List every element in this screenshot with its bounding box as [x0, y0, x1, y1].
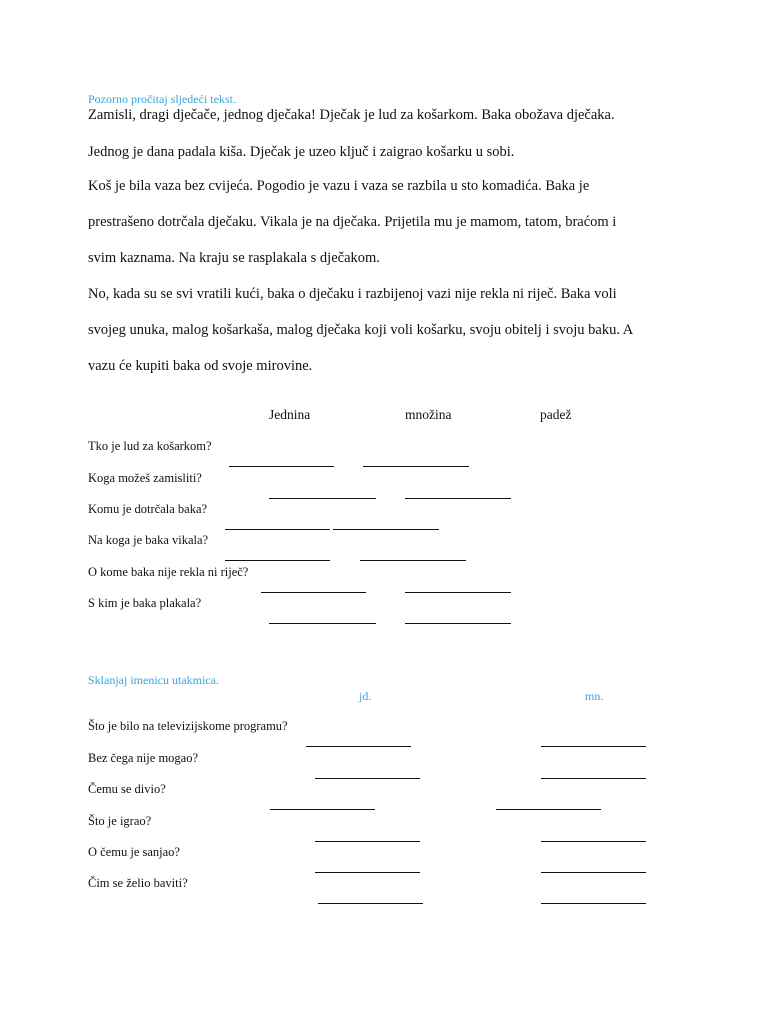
answer-blank-singular[interactable]	[269, 611, 376, 629]
question-row: Koga možeš zamisliti?	[88, 471, 202, 485]
answer-blank-plural[interactable]	[405, 611, 511, 629]
story-line-2: Jednog je dana padala kiša. Dječak je uzeo ključ i zaigrao košarku u sobi.	[88, 144, 515, 160]
question-row: Bez čega nije mogao?	[88, 751, 199, 765]
column-header-mnozina: množina	[405, 407, 452, 422]
column-header-padez: padež	[540, 407, 572, 422]
answer-blank-singular[interactable]	[315, 829, 420, 847]
answer-blank-plural[interactable]	[541, 829, 646, 847]
declension-instruction: Sklanjaj imenicu utakmica.	[88, 673, 219, 687]
answer-blank-plural[interactable]	[541, 734, 646, 752]
answer-blank-plural[interactable]	[405, 486, 511, 504]
answer-blank-plural[interactable]	[541, 860, 646, 878]
answer-blank-plural[interactable]	[541, 766, 646, 784]
answer-blank-singular[interactable]	[315, 766, 420, 784]
story-line-8: vazu će kupiti baka od svoje mirovine.	[88, 358, 313, 374]
question-row: S kim je baka plakala?	[88, 596, 202, 610]
question-row: Čim se želio baviti?	[88, 876, 188, 890]
answer-blank-singular[interactable]	[318, 891, 423, 909]
story-line-1: Zamisli, dragi dječače, jednog dječaka! Dječak je lud za košarkom. Baka obožava dječaka.	[88, 107, 615, 123]
answer-blank-plural[interactable]	[363, 454, 469, 472]
story-line-7: svojeg unuka, malog košarkaša, malog dječaka koji voli košarku, svoju obitelj i svoju baku. A	[88, 322, 634, 338]
question-row: Što je igrao?	[88, 814, 152, 828]
answer-blank-singular[interactable]	[225, 548, 330, 566]
story-line-4: prestrašeno dotrčala dječaku. Vikala je na dječaka. Prijetila mu je mamom, tatom, braćom i	[88, 214, 617, 230]
question-row: Čemu se divio?	[88, 782, 166, 796]
answer-blank-singular[interactable]	[261, 580, 366, 598]
answer-blank-singular[interactable]	[225, 517, 330, 535]
answer-blank-singular[interactable]	[306, 734, 411, 752]
question-row: O čemu je sanjao?	[88, 845, 180, 859]
answer-blank-singular[interactable]	[270, 797, 375, 815]
column-header-mn: mn.	[585, 689, 604, 703]
answer-blank-plural[interactable]	[405, 580, 511, 598]
question-row: Komu je dotrčala baka?	[88, 502, 208, 516]
question-row: O kome baka nije rekla ni riječ?	[88, 565, 249, 579]
story-line-6: No, kada su se svi vratili kući, baka o dječaku i razbijenoj vazi nije rekla ni riječ. Baka voli	[88, 286, 617, 302]
question-row: Što je bilo na televizijskome programu?	[88, 719, 288, 733]
answer-blank-plural[interactable]	[541, 891, 646, 909]
answer-blank-singular[interactable]	[315, 860, 420, 878]
column-header-jednina: Jednina	[269, 407, 311, 422]
column-header-jd: jd.	[359, 689, 372, 703]
answer-blank-singular[interactable]	[269, 486, 376, 504]
answer-blank-plural[interactable]	[496, 797, 601, 815]
answer-blank-plural[interactable]	[360, 548, 466, 566]
question-row: Na koga je baka vikala?	[88, 533, 209, 547]
answer-blank-singular[interactable]	[229, 454, 334, 472]
story-line-3: Koš je bila vaza bez cvijeća. Pogodio je vazu i vaza se razbila u sto komadića. Baka je	[88, 178, 590, 194]
answer-blank-plural[interactable]	[333, 517, 439, 535]
story-line-5: svim kaznama. Na kraju se rasplakala s dječakom.	[88, 250, 380, 266]
reading-instruction: Pozorno pročitaj sljedeći tekst.	[88, 92, 236, 106]
question-row: Tko je lud za košarkom?	[88, 439, 212, 453]
